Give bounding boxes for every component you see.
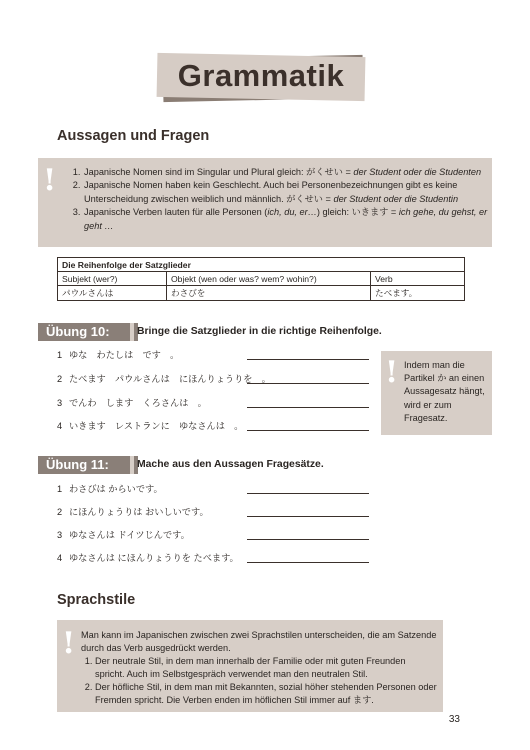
table-cell-subjekt: パウルさんは <box>58 286 167 301</box>
exercise-11-instruction: Mache aus den Aussagen Fragesätze. <box>137 459 324 470</box>
exercise-prompt: わさびは からいです。 <box>69 484 163 494</box>
answer-line[interactable] <box>247 539 369 540</box>
exclamation-icon: ! <box>62 626 76 661</box>
styles-list <box>81 655 437 707</box>
section-heading-sprachstile: Sprachstile <box>57 592 136 608</box>
list-item: 1 わさびは からいです。 <box>57 482 377 496</box>
section-heading-aussagen: Aussagen und Fragen <box>57 128 210 144</box>
exercise-prompt: にほんりょうりは おいしいです。 <box>69 507 209 517</box>
list-item: 2 たべます パウルさんは にほんりょうりを 。 <box>57 372 377 386</box>
rule-item: 2. Japanische Nomen haben kein Geschlecht. Auch bei Personenbezeichnungen gibt es keine Unterscheidung zwischen weiblich und männlich. がくせい = der Student oder die Studentin <box>83 179 503 206</box>
answer-line[interactable] <box>247 359 369 360</box>
styles-note-content <box>81 629 437 707</box>
exercise-10-instruction: Bringe die Satzglieder in die richtige Reihenfolge. <box>137 326 382 337</box>
list-item: 2. Der höfliche Stil, in dem man mit Bekannten, sozial höher stehenden Personen oder Fremden spricht. Die Verben enden im höflichen Stil immer auf ます. <box>95 681 437 707</box>
list-item: 1 ゆな わたしは です 。 <box>57 348 377 362</box>
word-order-table <box>57 257 465 301</box>
styles-intro: Man kann im Japanischen zwischen zwei Sprachstilen unterscheiden, die am Satzende durch das Verb ausgedrückt werden. <box>81 630 437 653</box>
exercise-prompt: ゆなさんは にほんりょうりを たべます。 <box>69 553 239 563</box>
page-title: Grammatik <box>177 58 345 93</box>
exercise-11-bar <box>130 456 134 474</box>
answer-line[interactable] <box>247 383 369 384</box>
exercise-prompt: いきます レストランに ゆなさんは 。 <box>69 421 244 431</box>
list-item: 2 にほんりょうりは おいしいです。 <box>57 505 377 519</box>
list-item: 4 いきます レストランに ゆなさんは 。 <box>57 419 377 433</box>
rule-item: 1. Japanische Nomen sind im Singular und Plural gleich: がくせい = der Student oder die Studenten <box>83 166 503 179</box>
answer-line[interactable] <box>247 430 369 431</box>
table-header-subjekt: Subjekt (wer?) <box>58 272 167 286</box>
exclamation-icon: ! <box>385 355 399 390</box>
exercise-prompt: ゆなさんは ドイツじんです。 <box>69 530 190 540</box>
list-item: 1. Der neutrale Stil, in dem man innerhalb der Familie oder mit guten Freunden spricht. Auch im Selbstgespräch verwendet man den neutralen Stil. <box>95 655 437 681</box>
list-item: 4 ゆなさんは にほんりょうりを たべます。 <box>57 551 377 565</box>
exercise-10-label: Übung 10: <box>38 323 138 341</box>
table-header-verb: Verb <box>371 272 465 286</box>
exercise-10-list <box>57 348 377 448</box>
particle-note-box <box>381 351 492 435</box>
exercise-prompt: たべます パウルさんは にほんりょうりを 。 <box>69 374 271 384</box>
exercise-11-label: Übung 11: <box>38 456 138 474</box>
answer-line[interactable] <box>247 516 369 517</box>
list-item: 3 ゆなさんは ドイツじんです。 <box>57 528 377 542</box>
particle-note-text: Indem man die Partikel か an einen Aussagesatz hängt, wird er zum Fragesatz. <box>404 360 485 423</box>
answer-line[interactable] <box>247 493 369 494</box>
exercise-prompt: ゆな わたしは です 。 <box>69 350 180 360</box>
answer-line[interactable] <box>247 407 369 408</box>
rules-note-box <box>38 158 492 247</box>
table-title: Die Reihenfolge der Satzglieder <box>58 258 465 272</box>
exercise-10-bar <box>130 323 134 341</box>
rule-item: 3. Japanische Verben lauten für alle Personen (ich, du, er…) gleich: いきます = ich gehe, du gehst, er geht … <box>83 206 503 233</box>
table-cell-objekt: わさびを <box>167 286 371 301</box>
styles-note-box <box>57 620 443 712</box>
exercise-11-list <box>57 482 377 582</box>
table-header-objekt: Objekt (wen oder was? wem? wohin?) <box>167 272 371 286</box>
exclamation-icon: ! <box>43 163 57 198</box>
table-cell-verb: たべます。 <box>371 286 465 301</box>
page-number: 33 <box>448 714 460 725</box>
rules-list <box>65 166 503 233</box>
list-item: 3 でんわ します くろさんは 。 <box>57 396 377 410</box>
exercise-prompt: でんわ します くろさんは 。 <box>69 398 207 408</box>
answer-line[interactable] <box>247 562 369 563</box>
